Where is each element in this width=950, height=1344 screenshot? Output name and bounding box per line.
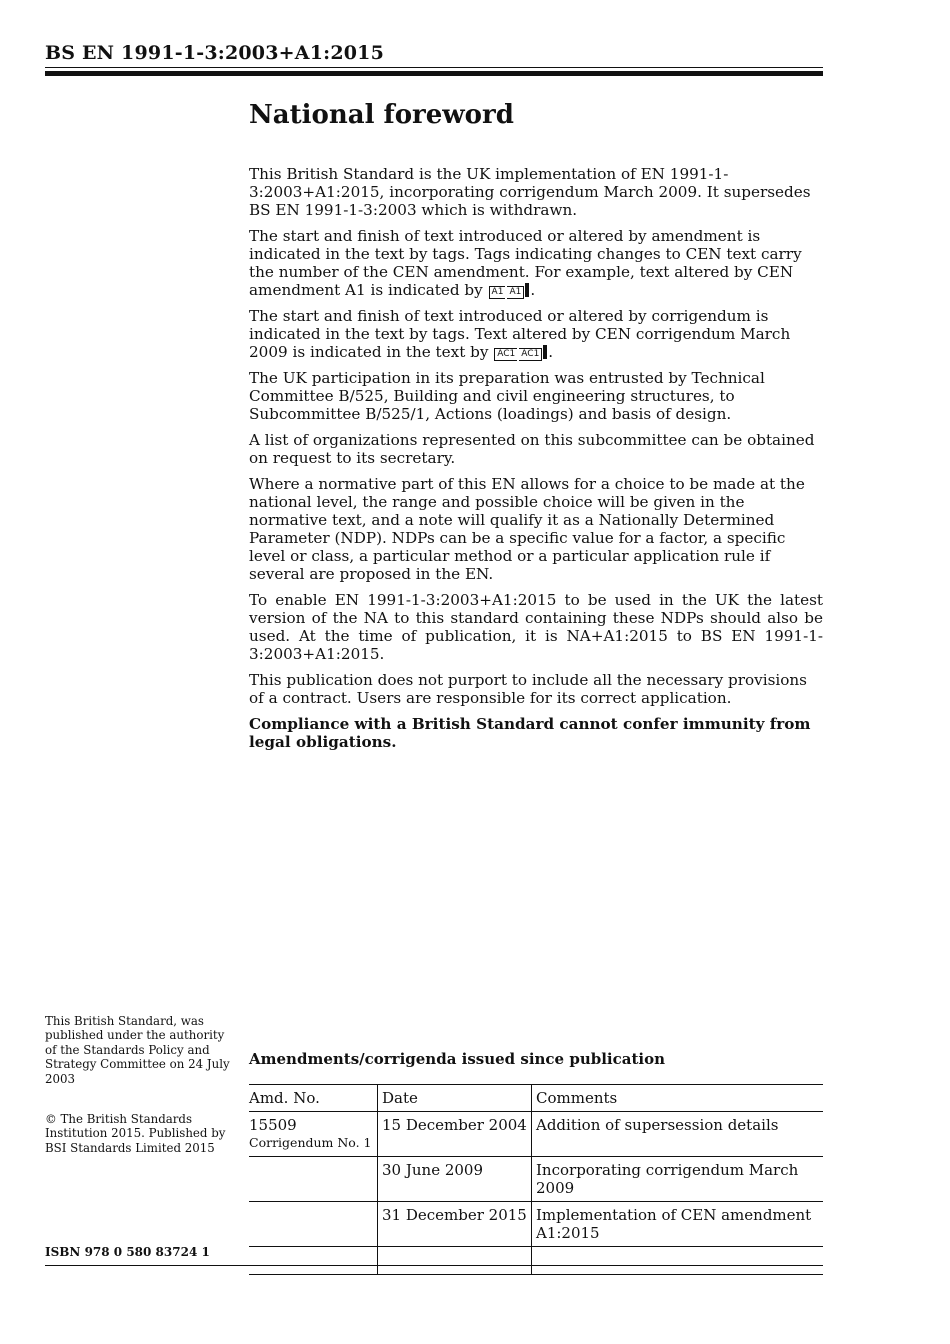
paragraph-amendment-tags-text: The start and finish of text introduced or altered by amendment is indicated in the text by tags. Tags indicating changes to CEN text carry the number of the CEN amendment. For example, text altered by CEN amendment A1 is indicated by bbox=[249, 227, 802, 299]
header-rule-thin bbox=[45, 67, 823, 68]
copyright-note: © The British Standards Institution 2015. Published by BSI Standards Limited 2015 bbox=[45, 1112, 226, 1155]
paragraph-amendment-tags: The start and finish of text introduced or altered by amendment is indicated in the text by tags. Tags indicating changes to CEN text carry the number of the CEN amendment. For example, text altered by CEN amendment A1 is indicated by A1 A1 . bbox=[249, 227, 802, 299]
page-title: National foreword bbox=[249, 100, 514, 130]
table-row bbox=[249, 1247, 823, 1275]
paragraph-organizations: A list of organizations represented on this subcommittee can be obtained on request to its secretary. bbox=[249, 431, 815, 467]
table-header-row bbox=[249, 1085, 823, 1112]
paragraph-participation: The UK participation in its preparation was entrusted by Technical Committee B/525, Building and civil engineering structures, to Subcommittee B/525/1, Actions (loadings) and basis of design. bbox=[249, 369, 765, 423]
column-header-comments: Comments bbox=[532, 1085, 824, 1112]
table-cell-amd-no bbox=[249, 1202, 378, 1247]
table-cell-comment bbox=[532, 1247, 824, 1275]
table-cell-comment: Implementation of CEN amendment A1:2015 bbox=[532, 1202, 824, 1247]
table-cell-amd-no bbox=[249, 1247, 378, 1275]
column-header-date: Date bbox=[378, 1085, 532, 1112]
isbn: ISBN 978 0 580 83724 1 bbox=[45, 1245, 210, 1259]
amendment-end-tag: A1 bbox=[507, 286, 524, 299]
document-code: BS EN 1991-1-3:2003+A1:2015 bbox=[45, 42, 385, 64]
table-cell-date: 15 December 2004 bbox=[378, 1112, 532, 1157]
header-rule-thick bbox=[45, 71, 823, 76]
paragraph-provisions: This publication does not purport to include all the necessary provisions of a contract. Users are responsible for its correct application. bbox=[249, 671, 807, 707]
amd-subtitle: Corrigendum No. 1 bbox=[249, 1135, 372, 1150]
table-cell-date bbox=[378, 1247, 532, 1275]
corrigendum-end-tag: AC1 bbox=[519, 348, 542, 361]
column-header-amd-no: Amd. No. bbox=[249, 1085, 378, 1112]
table-cell-comment: Addition of supersession details bbox=[532, 1112, 824, 1157]
table-row bbox=[249, 1157, 823, 1202]
paragraph-ndp: Where a normative part of this EN allows for a choice to be made at the national level, the range and possible choice will be given in the normative text, and a note will qualify it as a Nationally Determined Parameter (NDP). NDPs can be a specific value for a factor, a specific level or class, a particular method or a particular application rule if several are proposed in the EN. bbox=[249, 475, 805, 583]
paragraph-compliance: Compliance with a British Standard cannot confer immunity from legal obligations. bbox=[249, 715, 811, 751]
table-cell-comment: Incorporating corrigendum March 2009 bbox=[532, 1157, 824, 1202]
amd-number: 15509 bbox=[249, 1116, 297, 1134]
table-cell-date: 31 December 2015 bbox=[378, 1202, 532, 1247]
publication-note: This British Standard, was published under the authority of the Standards Policy and Strategy Committee on 24 July 2003 bbox=[45, 1014, 230, 1086]
corrigendum-start-tag: AC1 bbox=[494, 348, 517, 361]
table-row bbox=[249, 1202, 823, 1247]
table-cell-amd-no bbox=[249, 1112, 378, 1157]
paragraph-corrigendum-tags: The start and finish of text introduced or altered by corrigendum is indicated in the text by tags. Text altered by CEN corrigendum March 2009 is indicated in the text by AC1 AC1 . bbox=[249, 307, 791, 361]
paragraph-corrigendum-tags-text: The start and finish of text introduced or altered by corrigendum is indicated in the text by tags. Text altered by CEN corrigendum March 2009 is indicated in the text by bbox=[249, 307, 791, 361]
tag-end-marker bbox=[525, 283, 529, 297]
amendment-start-tag: A1 bbox=[489, 286, 506, 299]
paragraph-national-annex: To enable EN 1991-1-3:2003+A1:2015 to be used in the UK the latest version of the NA to this standard containing these NDPs should also be used. At the time of publication, it is NA+A1:2015 to BS EN 1991-1-3:2003+A1:2015. bbox=[249, 591, 823, 663]
table-cell-date: 30 June 2009 bbox=[378, 1157, 532, 1202]
table-cell-amd-no bbox=[249, 1157, 378, 1202]
footer-rule bbox=[45, 1265, 823, 1266]
foreword-body bbox=[249, 165, 823, 759]
amendments-heading: Amendments/corrigenda issued since publication bbox=[249, 1050, 665, 1068]
amendments-table bbox=[249, 1084, 823, 1275]
paragraph-implementation: This British Standard is the UK implementation of EN 1991-1-3:2003+A1:2015, incorporating corrigendum March 2009. It supersedes BS EN 1991-1-3:2003 which is withdrawn. bbox=[249, 165, 811, 219]
table-row bbox=[249, 1112, 823, 1157]
tag-end-marker bbox=[543, 345, 547, 359]
